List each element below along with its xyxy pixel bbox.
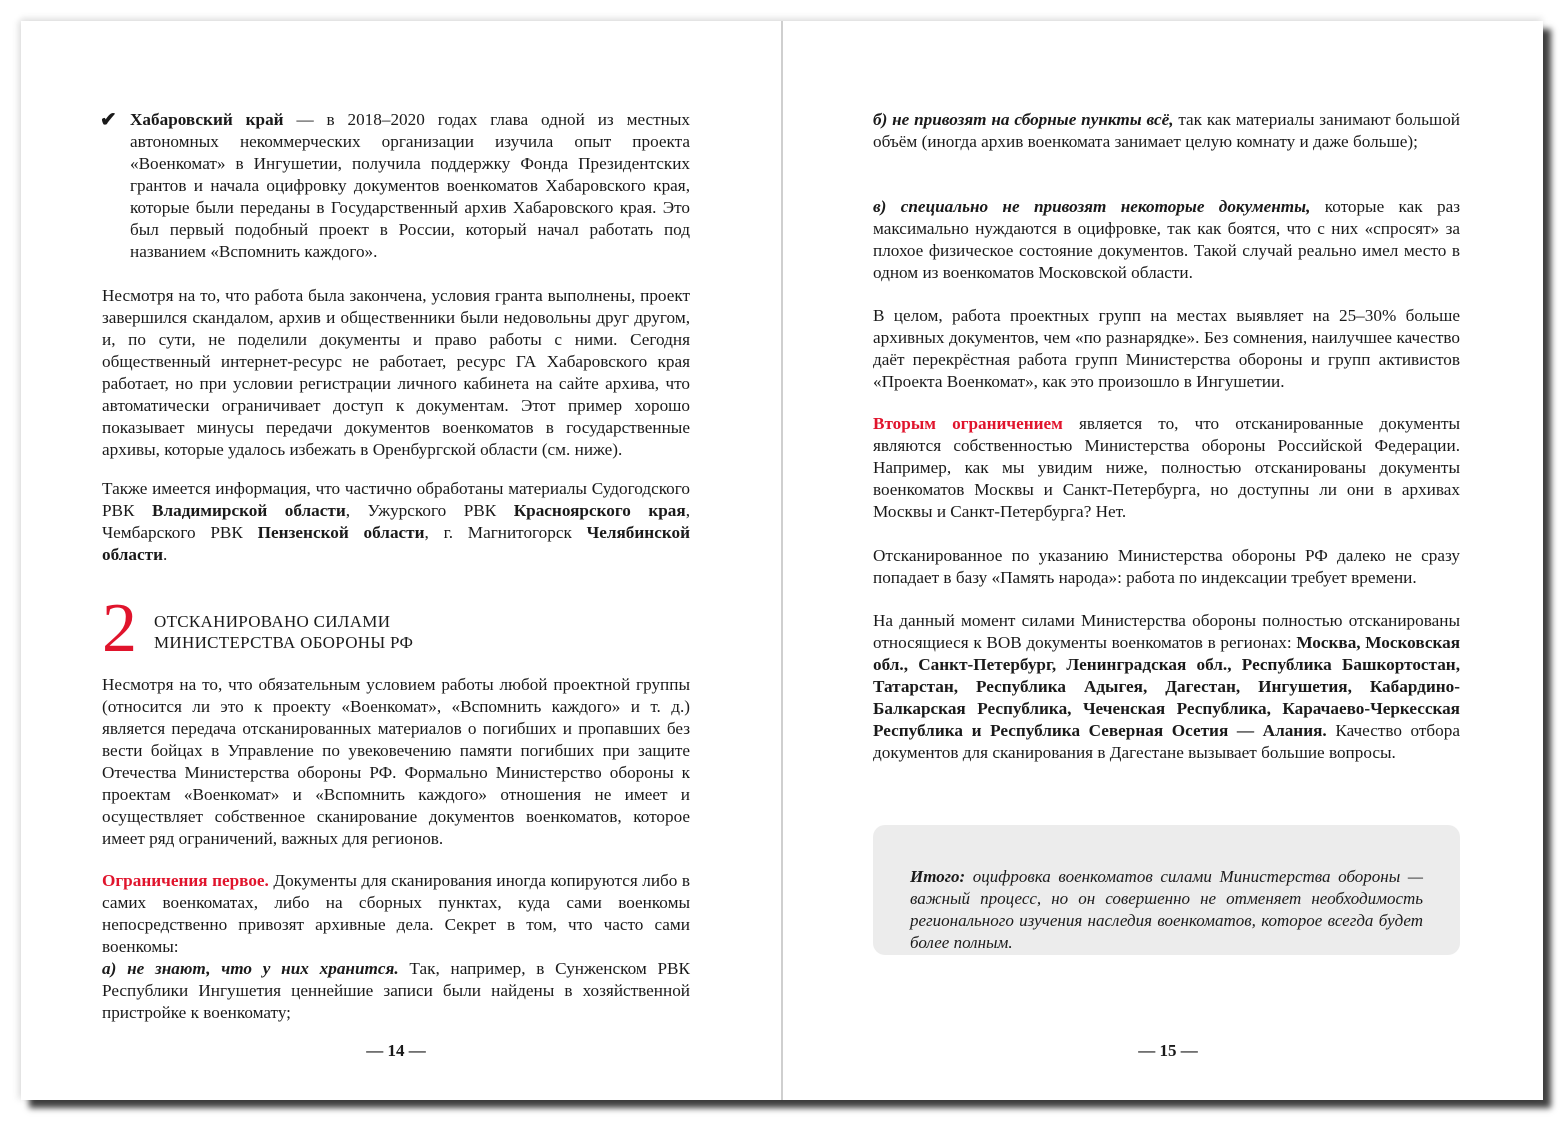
paragraph-regions-list: На данный момент силами Министерства обороны полностью отсканированы относящиеся к ВОВ документы военкоматов в регионах: Москва, Московская обл., Санкт-Петербург, Ленинградская обл., Республика Башкортостан, Татарстан, Республика Адыгея, Дагестан, Ингушетия, Кабардино-Балкарская Республика, Чеченская Республика, Карачаево-Черкесская Республика и Республика Северная Осетия — Алания. Качество отбора документов для сканирования в Дагестане вызывает большие вопросы. — [873, 611, 1460, 762]
checkmark-icon: ✔ — [100, 109, 117, 131]
summary-box — [873, 825, 1460, 955]
bullet-text: Хабаровский край — в 2018–2020 годах глава одной из местных автономных некоммерческих организации изучила опыт проекта «Военкомат» в Ингушетии, получила поддержку Фонда Президентских грантов и начала оцифровку документов военкоматов Хабаровского края, которые были переданы в Государственный архив Хабаровского края. Это был первый подобный проект в России, который начал работать под названием «Вспомнить каждого». — [130, 110, 690, 261]
bullet-khabarovsk — [102, 109, 690, 263]
paragraph-second-limitation: Вторым ограничением является то, что отсканированные документы являются собственностью Министерства обороны Российской Федерации. Например, как мы увидим ниже, полностью отсканированы документы военкоматов Москвы и Санкт-Петербурга, но доступны ли они в архивах Москвы и Санкт-Петербурга? Нет. — [873, 414, 1461, 521]
page-number-right: — 15 — — [1138, 1041, 1198, 1060]
item-c: в) специально не привозят некоторые документы, которые как раз максимально нуждаются в оцифровке, так как боятся, что с них «спросят» за плохое физическое состояние документов. Такой случай реально имел место в одном из военкоматов Московской области. — [873, 197, 1460, 282]
paragraph-crosswork: В целом, работа проектных групп на местах выявляет на 25–30% больше архивных документов, чем «по разнарядке». Без сомнения, наилучшее качество даёт перекрёстная работа групп Министерства обороны и групп активистов «Проекта Военкомат», как это произошло в Ингушетии. — [873, 306, 1460, 391]
item-a-lead: а) не знают, что у них хранится. — [102, 959, 399, 978]
section-title: ОТСКАНИРОВАНО СИЛАМИ МИНИСТЕРСТВА ОБОРОНЫ РФ — [154, 612, 414, 652]
summary-text: Итого: оцифровка военкоматов силами Министерства обороны — важный процесс, но он совершенно не отменяет необходимость регионального изучения наследия военкоматов, которое всегда будет более полным. — [910, 867, 1423, 952]
right-page — [873, 21, 1460, 1100]
highlight-second-limitation: Вторым ограничением — [873, 414, 1063, 433]
page-number-left: — 14 — — [366, 1041, 426, 1060]
paragraph-scandal: Несмотря на то, что работа была закончена, условия гранта выполнены, проект завершился скандалом, архив и общественники были недовольны друг другом, и, по сути, не поделили документы и право работы с ними. Сегодня общественный интернет-ресурс не работает, ресурс ГА Хабаровского края работает, но при условии регистрации личного кабинета на сайте архива, что автоматически ограничивает доступ к документам. Этот пример хорошо показывает минусы передачи документов военкоматов в государственные архивы, которые удалось избежать в Оренбургской области (см. ниже). — [102, 286, 690, 459]
item-b: б) не привозят на сборные пункты всё, так как материалы занимают большой объём (иногда архив военкомата занимает целую комнату и даже больше); — [873, 110, 1460, 151]
bullet-lead: Хабаровский край — [130, 110, 284, 129]
book-spine — [781, 21, 783, 1100]
regions-list: Москва, Московская обл., Санкт-Петербург, Ленинградская обл., Республика Башкортостан, Татарстан, Республика Адыгея, Дагестан, Ингушетия, Кабардино-Балкарская Республика, Чеченская Республика, Карачаево-Черкесская Республика и Республика Северная Осетия — Алания. — [873, 633, 1460, 740]
paragraph-ministry: Несмотря на то, что обязательным условием работы любой проектной группы (относится ли это к проекту «Военкомат», «Вспомнить каждого» и т. д.) является передача отсканированных материалов о погибших и пропавших без вести бойцах в Управление по увековечению памяти погибших при защите Отечества Министерства обороны РФ. Формально Министерство обороны к проектам «Военкомат» и «Вспомнить каждого» отношения не имеет и осуществляет собственное сканирование документов военкоматов, которое имеет ряд ограничений, важных для регионов. — [102, 675, 690, 848]
highlight-first-limitation: Ограничения первое. — [102, 871, 269, 890]
paragraph-other-regions: Также имеется информация, что частично обработаны материалы Судогодского РВК Владимирской области, Ужурского РВК Красноярского края, Чембарского РВК Пензенской области, г. Магнитогорск Челябинской области. — [102, 479, 690, 564]
paragraph-first-limitation: Ограничения первое. Документы для сканирования иногда копируются либо в самих военкоматах, либо на сборных пунктах, куда сами военкомы непосредственно привозят архивные дела. Секрет в том, что часто сами военкомы: а) не знают, что у них хранится. Так, например, в Сунженском РВК Республики Ингушетия ценнейшие записи были найдены в хозяйственной пристройке к военкомату; — [102, 871, 690, 1022]
left-page — [102, 21, 690, 1100]
book-spread — [21, 21, 1543, 1100]
paragraph-indexing: Отсканированное по указанию Министерства обороны РФ далеко не сразу попадает в базу «Память народа»: работа по индексации требует времени. — [873, 546, 1460, 587]
section-number: 2 — [102, 590, 137, 667]
summary-lead: Итого: — [910, 867, 966, 886]
